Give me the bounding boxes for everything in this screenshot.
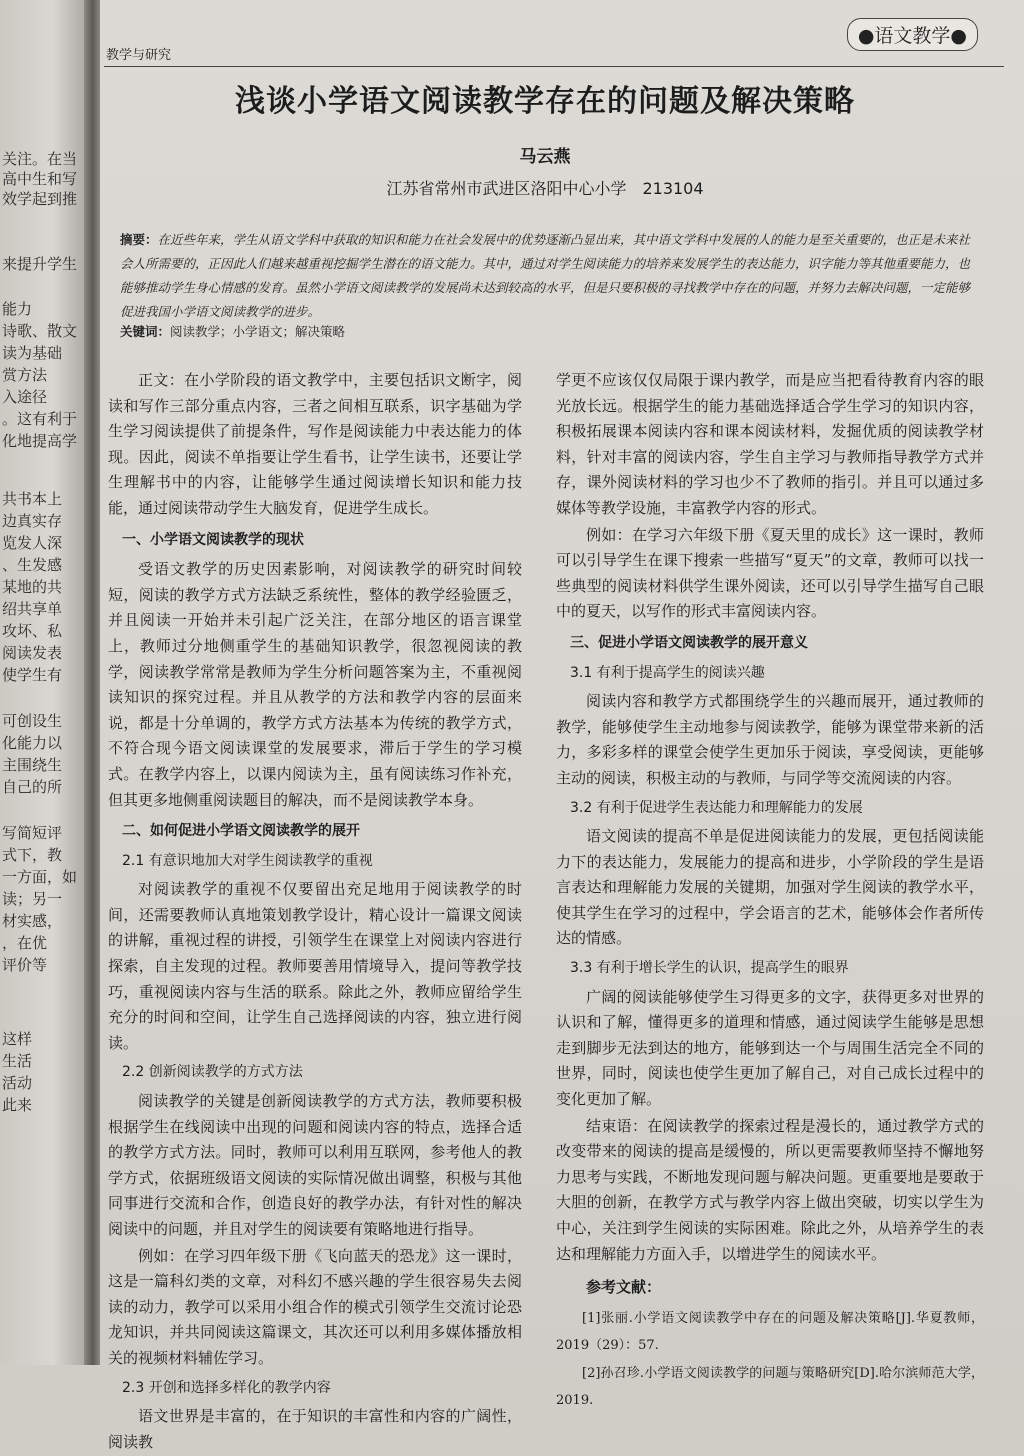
abstract-label: 摘要： (120, 232, 158, 247)
left-page-fragment: 攻坏、私 (2, 622, 63, 640)
reference-item: [1]张丽.小学语文阅读教学中存在的问题及解决策略[J].华夏教师，2019（29）：57. (556, 1310, 984, 1353)
left-page-fragment: 、生发感 (2, 556, 63, 574)
paragraph: 受语文教学的历史因素影响，对阅读教学的研究时间较短，阅读的教学方式方法缺乏系统性，整体的教学经验匮乏，并且阅读一开始并未引起广泛关注，在部分地区的语言课堂上，教师过分地侧重学生的基础知识教学，很忽视阅读的教学，阅读教学常常是教师为学生分析问题答案为主，不重视阅读知识的探究过程。并且从教学的方法和教学内容的层面来说，都是十分单调的，教学方式方法基本为传统的教学方式，不符合现今语文阅读课堂的发展要求，滞后于学生的学习模式。在教学内容上，以课内阅读为主，虽有阅读练习作补充，但其更多地侧重阅读题目的解决，而不是阅读教学本身。 (108, 560, 522, 809)
left-page-fragment: 一方面，如 (2, 868, 78, 886)
author-affiliation: 江苏省常州市武进区洛阳中心小学 213104 (386, 179, 704, 198)
left-page-fragment: 写简短评 (2, 824, 63, 842)
left-page-fragment: 诗歌、散文 (2, 322, 78, 340)
paragraph: 语文阅读的提高不单是促进阅读能力的发展，更包括阅读能力下的表达能力，发展能力的提高和进步，小学阶段的学生是语言表达和理解能力发展的关键期，加强对学生阅读的教学水平，使其学生在学习的过程中，学会语言的艺术，能够体会作者所传达的情感。 (556, 827, 984, 948)
section-heading-1: 一、小学语文阅读教学的现状 (122, 531, 304, 548)
article-title: 浅谈小学语文阅读教学存在的问题及解决策略 (235, 84, 855, 119)
paragraph: 例如：在学习六年级下册《夏天里的成长》这一课时，教师可以引导学生在课下搜索一些描写“夏天”的文章，教师可以找一些典型的阅读材料供学生课外阅读，还可以引导学生描写自己眼中的夏天，以写作的形式丰富阅读内容。 (556, 525, 984, 621)
abstract-text: 在近些年来，学生从语文学科中获取的知识和能力在社会发展中的优势逐渐凸显出来，其中语文学科中发展的人的能力是至关重要的，也正是未来社会人所需要的，正因此人们越来越重视挖掘学生潜在的语文能力。其中，通过对学生阅读能力的培养来发展学生的表达能力，识字能力等其他重要能力，也能够推动学生身心情感的发育。虽然小学语文阅读教学的发展尚未达到较高的水平，但是只要积极的寻找教学中存在的问题，并努力去解决问题，一定能够促进我国小学语文阅读教学的进步。 (120, 232, 971, 319)
left-page-fragment: ，在优 (2, 934, 48, 952)
paragraph: 例如：在学习四年级下册《飞向蓝天的恐龙》这一课时，这是一篇科幻类的文章，对科幻不感兴趣的学生很容易失去阅读的动力，教学可以采用小组合作的模式引领学生交流讨论恐龙知识，并共同阅读这篇课文，其次还可以利用多媒体播放相关的视频材料辅佐学习。 (108, 1246, 522, 1367)
abstract (120, 228, 980, 324)
keywords-label: 关键词： (120, 324, 171, 339)
left-page-fragment: 共书本上 (2, 490, 63, 508)
references-label: 参考文献： (586, 1278, 662, 1297)
right-column (556, 368, 984, 1415)
left-page-fragment: 阅读发表 (2, 644, 63, 662)
left-page-fragment: 读；另一 (2, 890, 63, 908)
header-rule (104, 66, 1004, 67)
subsection-heading-3-3: 3.3 有利于增长学生的认识，提高学生的眼界 (570, 960, 849, 977)
paragraph: 阅读教学的关键是创新阅读教学的方式方法，教师要积极根据学生在线阅读中出现的问题和阅读内容的特点，选择合适的教学方式方法。同时，教师可以利用互联网，参考他人的教学方式，依据班级语文阅读的实际情况做出调整，积极与其他同事进行交流和合作，创造良好的教学办法，有针对性的解决阅读中的问题，并且对学生的阅读要有策略地进行指导。 (108, 1092, 522, 1238)
conclusion-paragraph: 结束语：在阅读教学的探索过程是漫长的，通过教学方式的改变带来的阅读的提高是缓慢的，所以更需要教师坚持不懈地努力思考与实践，不断地发现问题与解决问题。更重要地是要敢于大胆的创新，在教学方式与教学内容上做出突破，切实以学生为中心，关注到学生阅读的实际困难。除此之外，从培养学生的表达和理解能力方面入手，以增进学生的阅读水平。 (556, 1116, 984, 1263)
left-page-fragment: 。这有利于 (2, 410, 78, 428)
subsection-heading-2-2: 2.2 创新阅读教学的方式方法 (122, 1064, 303, 1081)
left-page-fragment: 效学起到推 (2, 190, 78, 208)
left-page-fragment: 化地提高学 (2, 432, 78, 450)
left-page-fragment: 入途径 (2, 388, 48, 406)
left-page-fragment: 评价等 (2, 956, 48, 974)
left-page-fragment: 材实感， (2, 912, 63, 930)
subsection-heading-3-1: 3.1 有利于提高学生的阅读兴趣 (570, 664, 765, 681)
paragraph: 对阅读教学的重视不仅要留出充足地用于阅读教学的时间，还需要教师认真地策划教学设计，精心设计一篇课文阅读的讲解，重视过程的讲授，引领学生在课堂上对阅读内容进行探索，自主发现的过程。教师要善用情境导入，提问等教学技巧，重视阅读内容与生活的联系。除此之外，教师应留给学生充分的时间和空间，让学生自己选择阅读的内容，独立进行阅读。 (108, 880, 522, 1052)
paragraph: 学更不应该仅仅局限于课内教学，而是应当把看待教育内容的眼光放长远。根据学生的能力基础选择适合学生学习的知识内容，积极拓展课本阅读内容和课本阅读材料，发掘优质的阅读教学材料，针对丰富的阅读内容，学生自主学习与教师指导教学方式并存，课外阅读材料的学习也少不了教师的指引。并且可以通过多媒体等教学设施，丰富教学内容的形式。 (556, 371, 984, 517)
keywords (120, 322, 980, 340)
left-page-fragment: 化能力以 (2, 734, 63, 752)
paragraph: 阅读内容和教学方式都围绕学生的兴趣而展开，通过教师的教学，能够使学生主动地参与阅读教学，能够为课堂带来新的活力，多彩多样的课堂会使学生更加乐于阅读，享受阅读，更能够主动的阅读，积极主动的与教师，与同学等交流阅读的内容。 (556, 692, 984, 787)
left-column (108, 368, 522, 1456)
paragraph: 广阔的阅读能够使学生习得更多的文字，获得更多对世界的认识和了解，懂得更多的道理和情感，通过阅读学生能够是思想走到脚步无法到达的地方，能够到达一个与周围生活完全不同的世界，同时，阅读也使学生更加了解自己，对自己成长过程中的变化更加了解。 (556, 987, 984, 1109)
left-page-fragment: 活动 (2, 1074, 33, 1092)
left-page-edge (0, 0, 96, 1365)
left-page-fragment: 生活 (2, 1052, 33, 1070)
subsection-heading-2-1: 2.1 有意识地加大对学生阅读教学的重视 (122, 852, 373, 869)
journal-page (100, 0, 1024, 1451)
left-page-fragment: 高中生和写 (2, 170, 78, 188)
left-page-fragment: 览发人深 (2, 534, 63, 552)
left-page-fragment: 使学生有 (2, 666, 63, 684)
running-head: 教学与研究 (106, 48, 172, 63)
keywords-text: 阅读教学；小学语文；解决策略 (170, 324, 346, 339)
section-heading-3: 三、促进小学语文阅读教学的展开意义 (570, 634, 808, 651)
left-page-fragment: 绍共享单 (2, 600, 63, 618)
section-tab: ●语文教学● (847, 18, 978, 51)
left-page-fragment: 关注。在当 (2, 150, 78, 168)
left-page-fragment: 这样 (2, 1030, 33, 1048)
left-page-fragment: 某地的共 (2, 578, 63, 596)
reference-item: [2]孙召珍.小学语文阅读教学的问题与策略研究[D].哈尔滨师范大学，2019. (556, 1365, 984, 1408)
left-page-fragment: 来提升学生 (2, 255, 78, 273)
subsection-heading-3-2: 3.2 有利于促进学生表达能力和理解能力的发展 (570, 799, 863, 816)
left-page-fragment: 自己的所 (2, 778, 63, 796)
left-page-fragment: 边真实存 (2, 512, 63, 530)
section-heading-2: 二、如何促进小学语文阅读教学的展开 (122, 823, 360, 840)
left-page-fragment: 可创设生 (2, 712, 63, 730)
left-page-fragment: 式下，教 (2, 846, 63, 864)
paragraph: 语文世界是丰富的，在于知识的丰富性和内容的广阔性，阅读教 (108, 1407, 522, 1451)
left-page-fragment: 读为基础 (2, 344, 63, 362)
subsection-heading-2-3: 2.3 开创和选择多样化的教学内容 (122, 1379, 331, 1396)
left-page-fragment: 能力 (2, 300, 33, 318)
article-author: 马云燕 (519, 147, 571, 167)
left-page-fragment: 赏方法 (2, 366, 48, 384)
left-page-fragment: 此来 (2, 1096, 33, 1114)
intro-paragraph: 正文：在小学阶段的语文教学中，主要包括识文断字，阅读和写作三部分重点内容，三者之间相互联系，识字基础为学生学习阅读提供了前提条件，写作是阅读能力中表达能力的体现。因此，阅读不单指要让学生看书，让学生读书，还要让学生理解书中的内容，让能够学生通过阅读增长知识和能力技能，通过阅读带动学生大脑发育，促进学生成长。 (108, 371, 522, 517)
left-page-fragment: 主围绕生 (2, 756, 63, 774)
